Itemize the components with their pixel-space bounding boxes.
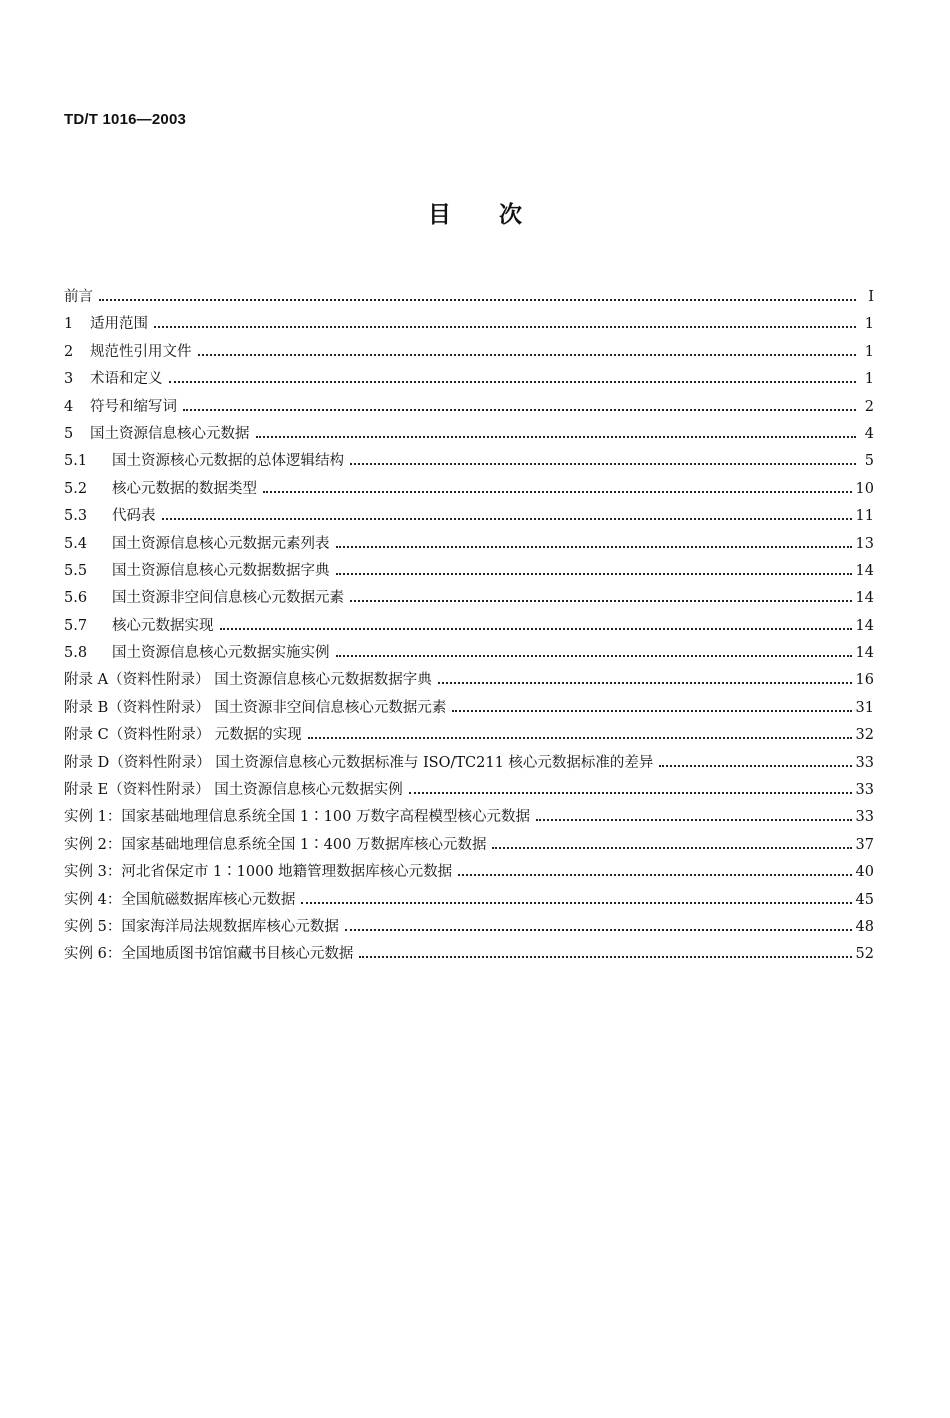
dot-leader [492,837,851,849]
toc-entry-number: 5 [64,425,74,442]
dot-leader [162,508,852,520]
toc-entry-page-number: 11 [855,508,874,525]
toc-entry-number: 5.7 [64,617,88,634]
toc-entry-title: 附录 B（资料性附录） 国土资源非空间信息核心元数据元素 [64,699,447,716]
toc-entry-title: 国土资源信息核心元数据元素列表 [112,535,330,552]
dot-leader [308,727,852,739]
toc-entry[interactable] [64,887,874,914]
toc-entry-page-number: 52 [855,946,874,963]
toc-entry-number: 5.6 [64,590,88,607]
toc-entry-page-number: 5 [864,453,874,470]
dot-leader [345,919,852,931]
toc-entry-title: 核心元数据实现 [112,617,214,634]
toc-entry-page-number: 13 [855,535,874,552]
toc-entry[interactable] [64,804,874,831]
toc-entry-page-number: 4 [864,425,874,442]
dot-leader [336,563,852,575]
dot-leader [169,371,857,383]
toc-entry-page-number: 33 [855,809,874,826]
dot-leader [263,481,852,493]
toc-entry[interactable] [64,667,874,694]
toc-entry[interactable] [64,914,874,941]
toc-entry-title: 实例 3：河北省保定市 1∶1000 地籍管理数据库核心元数据 [64,864,453,881]
toc-entry-title: 核心元数据的数据类型 [112,480,257,497]
dot-leader [220,618,852,630]
toc-entry[interactable] [64,832,874,859]
table-of-contents [64,284,874,969]
toc-entry-page-number: 10 [855,480,874,497]
toc-entry-page-number: 45 [855,891,874,908]
dot-leader [350,590,852,602]
toc-entry[interactable] [64,503,874,530]
toc-entry[interactable] [64,941,874,968]
toc-entry-title: 国土资源信息核心元数据数据字典 [112,562,330,579]
toc-entry-title: 实例 2：国家基础地理信息系统全国 1∶400 万数据库核心元数据 [64,836,487,853]
toc-entry-number: 5.1 [64,453,88,470]
dot-leader [438,672,852,684]
toc-entry-title: 前言 [64,289,93,305]
toc-entry-title: 附录 C（资料性附录） 元数据的实现 [64,727,302,744]
toc-entry-number: 5.2 [64,480,88,497]
document-code: TD/T 1016—2003 [64,111,187,128]
toc-entry-title: 规范性引用文件 [90,343,192,360]
toc-title: 目次 [428,202,570,228]
toc-entry-page-number: 40 [855,864,874,881]
toc-entry-number: 5.8 [64,645,88,662]
toc-entry-number: 3 [64,371,74,388]
toc-entry-page-number: 37 [855,836,874,853]
toc-entry-page-number: I [868,289,874,305]
toc-entry-number: 4 [64,398,74,415]
dot-leader [452,700,851,712]
toc-entry[interactable] [64,750,874,777]
toc-entry-number: 2 [64,343,74,360]
dot-leader [301,892,851,904]
toc-entry-page-number: 33 [855,782,874,799]
toc-entry-title: 适用范围 [90,316,148,333]
toc-entry[interactable] [64,311,874,338]
toc-entry-page-number: 1 [864,316,874,333]
toc-entry-number: 5.4 [64,535,88,552]
toc-entry-title: 国土资源非空间信息核心元数据元素 [112,590,344,607]
toc-entry-page-number: 16 [855,672,874,689]
dot-leader [183,399,856,411]
dot-leader [336,645,852,657]
toc-entry-page-number: 2 [864,398,874,415]
toc-entry-title: 附录 A（资料性附录） 国土资源信息核心元数据数据字典 [64,672,432,689]
toc-entry[interactable] [64,448,874,475]
dot-leader [350,453,856,465]
toc-entry-title: 国土资源核心元数据的总体逻辑结构 [112,453,344,470]
toc-entry[interactable] [64,558,874,585]
toc-entry-page-number: 31 [855,699,874,716]
toc-entry-number: 1 [64,316,74,333]
toc-entry-title: 符号和缩写词 [90,398,177,415]
toc-entry[interactable] [64,339,874,366]
toc-entry[interactable] [64,394,874,421]
toc-entry-number: 5.3 [64,508,88,525]
toc-entry-page-number: 48 [855,918,874,935]
dot-leader [99,289,856,301]
toc-entry-title: 实例 4：全国航磁数据库核心元数据 [64,891,296,908]
toc-entry-page-number: 1 [864,371,874,388]
toc-entry-page-number: 14 [855,562,874,579]
toc-entry-title: 附录 D（资料性附录） 国土资源信息核心元数据标准与 ISO/TC211 核心元数据标准的差异 [64,754,654,771]
toc-entry[interactable] [64,366,874,393]
toc-entry[interactable] [64,722,874,749]
toc-entry[interactable] [64,284,874,311]
toc-entry[interactable] [64,859,874,886]
toc-entry-title: 实例 5：国家海洋局法规数据库核心元数据 [64,918,339,935]
toc-entry-title: 实例 6：全国地质图书馆馆藏书目核心元数据 [64,946,354,963]
toc-entry-title: 附录 E（资料性附录） 国土资源信息核心元数据实例 [64,782,403,799]
dot-leader [409,782,852,794]
toc-entry-title: 术语和定义 [90,371,163,388]
dot-leader [359,946,851,958]
toc-entry-title: 国土资源信息核心元数据实施实例 [112,645,330,662]
toc-entry-title: 实例 1：国家基础地理信息系统全国 1∶100 万数字高程模型核心元数据 [64,809,530,826]
toc-entry-page-number: 1 [864,343,874,360]
dot-leader [256,426,857,438]
toc-entry-page-number: 14 [855,590,874,607]
dot-leader [536,809,852,821]
dot-leader [659,755,851,767]
toc-entry-title: 代码表 [112,508,156,525]
toc-entry-page-number: 14 [855,645,874,662]
toc-entry[interactable] [64,695,874,722]
toc-entry-title: 国土资源信息核心元数据 [90,425,250,442]
toc-entry[interactable] [64,777,874,804]
dot-leader [458,864,851,876]
dot-leader [154,316,856,328]
toc-entry[interactable] [64,640,874,667]
toc-entry[interactable] [64,531,874,558]
toc-entry-page-number: 33 [855,754,874,771]
toc-entry-number: 5.5 [64,562,88,579]
toc-entry-page-number: 32 [855,727,874,744]
dot-leader [198,344,857,356]
toc-entry[interactable] [64,585,874,612]
dot-leader [336,536,852,548]
toc-entry[interactable] [64,613,874,640]
toc-entry[interactable] [64,421,874,448]
toc-entry-page-number: 14 [855,617,874,634]
toc-entry[interactable] [64,476,874,503]
